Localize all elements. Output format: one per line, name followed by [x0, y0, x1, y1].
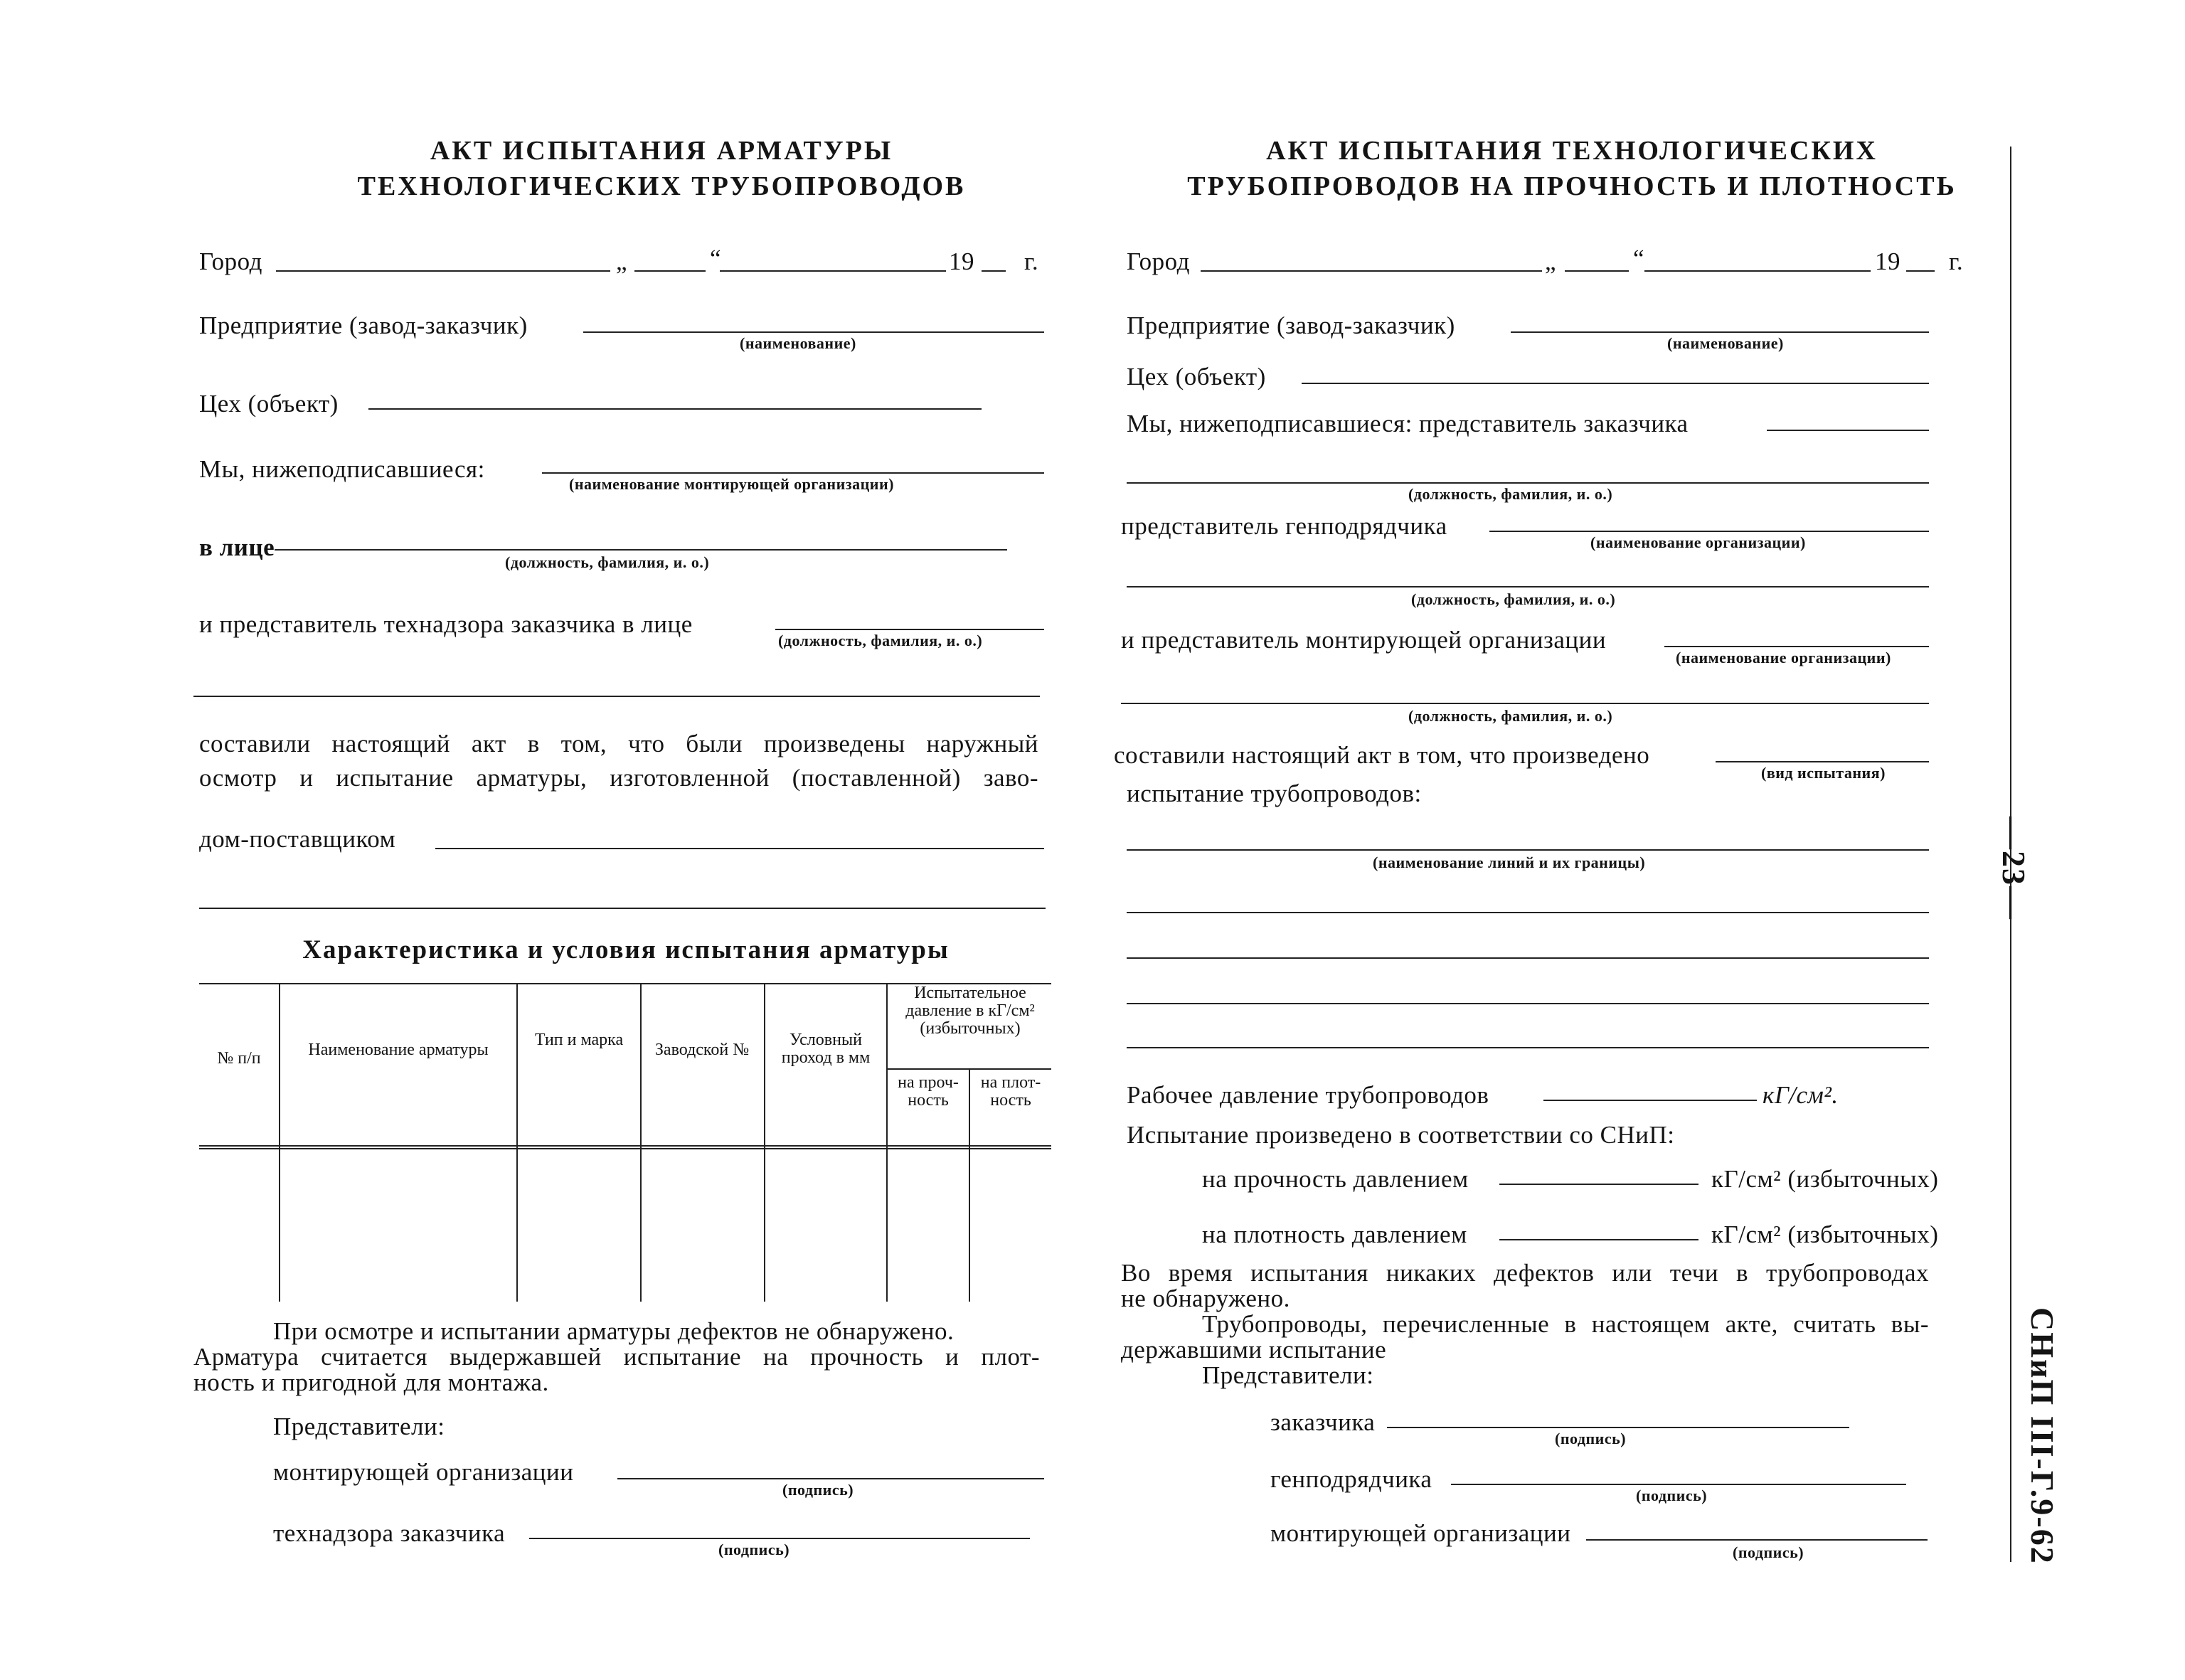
- right-lines-line-4[interactable]: [1127, 1003, 1929, 1004]
- table-col-sep-2: [516, 984, 518, 1302]
- right-title-line-1: АКТ ИСПЫТАНИЯ ТЕХНОЛОГИЧЕСКИХ: [1266, 136, 1878, 166]
- left-shop-line[interactable]: [368, 408, 982, 410]
- right-customer-line[interactable]: [1767, 430, 1929, 431]
- left-title-line-1: АКТ ИСПЫТАНИЯ АРМАТУРЫ: [430, 136, 893, 166]
- right-city-line[interactable]: [1201, 270, 1542, 272]
- right-density-line[interactable]: [1499, 1239, 1698, 1240]
- left-enterprise-label: Предприятие (завод-заказчик): [199, 312, 528, 339]
- right-pipes-label: испытание трубопроводов:: [1127, 780, 1422, 807]
- right-strength-label: на прочность давлением: [1202, 1165, 1469, 1193]
- left-conclusion-line-1: При осмотре и испытании арматуры дефектов не обнаружено.: [273, 1317, 955, 1345]
- right-enterprise-caption: (наименование): [1667, 334, 1784, 352]
- right-enterprise-label: Предприятие (завод-заказчик): [1127, 312, 1455, 339]
- side-standard-code: СНиП III-Г.9-62: [2024, 1307, 2061, 1565]
- left-enterprise-caption: (наименование): [740, 334, 856, 352]
- right-made-label: составили настоящий акт в том, что произведено: [1114, 741, 1650, 769]
- right-date-quote-open: „: [1545, 248, 1557, 275]
- right-gen-person-line[interactable]: [1127, 586, 1929, 588]
- right-per-snip: Испытание произведено в соответствии со СНиП:: [1127, 1121, 1675, 1149]
- right-gen-label: представитель генподрядчика: [1121, 512, 1447, 540]
- left-in-person-line[interactable]: [275, 549, 1007, 551]
- left-tech-rep-label: и представитель технадзора заказчика в лице: [199, 610, 693, 638]
- right-mount-person-caption: (должность, фамилия, и. о.): [1408, 707, 1613, 725]
- right-work-pressure-label: Рабочее давление трубопроводов: [1127, 1081, 1489, 1109]
- left-we-caption: (наименование монтирующей организации): [569, 475, 894, 493]
- table-header-density: на плот-ность: [980, 1073, 1041, 1110]
- left-we-label: Мы, нижеподписавшиеся:: [199, 455, 485, 483]
- table-col-sep-1: [279, 984, 280, 1302]
- table-header-name: Наименование арматуры: [308, 1041, 489, 1059]
- right-title-line-2: ТРУБОПРОВОДОВ НА ПРОЧНОСТЬ И ПЛОТНОСТЬ: [1187, 171, 1957, 201]
- right-work-pressure-unit: кГ/см².: [1763, 1081, 1839, 1109]
- left-table-title: Характеристика и условия испытания арматуры: [302, 935, 950, 964]
- left-in-person-caption: (должность, фамилия, и. о.): [505, 553, 710, 571]
- left-day-line[interactable]: [634, 270, 706, 272]
- left-city-label: Город: [199, 248, 262, 275]
- left-tech-rep-extra-line[interactable]: [193, 696, 1040, 697]
- table-header-pressure: Испытательное давление в кГ/см² (избыточных): [905, 984, 1035, 1038]
- right-made-line[interactable]: [1716, 761, 1929, 762]
- right-gen-line[interactable]: [1489, 531, 1929, 532]
- right-sign-gen-line[interactable]: [1451, 1484, 1906, 1485]
- right-work-pressure-line[interactable]: [1543, 1100, 1757, 1101]
- right-we-caption: (должность, фамилия, и. о.): [1408, 485, 1613, 503]
- left-supplier-extra-line[interactable]: [199, 908, 1046, 909]
- right-lines-line-5[interactable]: [1127, 1047, 1929, 1048]
- right-gen-caption: (наименование организации): [1590, 533, 1806, 551]
- left-paragraph-line-1: составили настоящий акт в том, что были произведены наружный: [199, 730, 1038, 757]
- right-sign-gen-caption: (подпись): [1636, 1487, 1708, 1504]
- right-city-label: Город: [1127, 248, 1190, 275]
- table-col-sep-3: [640, 984, 642, 1302]
- table-header-bottom-border: [199, 1145, 1051, 1147]
- table-header-diameter: Условный проход в мм: [781, 1031, 871, 1068]
- table-col-sep-5: [886, 984, 888, 1302]
- right-day-line[interactable]: [1565, 270, 1629, 272]
- right-no-defects-line-2: не обнаружено.: [1121, 1285, 1290, 1312]
- right-lines-caption: (наименование линий и их границы): [1373, 854, 1646, 871]
- right-year-suffix: г.: [1949, 248, 1964, 275]
- right-lines-line-1[interactable]: [1127, 849, 1929, 851]
- right-year-label: 19: [1875, 248, 1900, 275]
- left-we-line[interactable]: [542, 472, 1044, 474]
- right-accepted-line-1: Трубопроводы, перечисленные в настоящем акте, считать вы-: [1202, 1310, 1929, 1338]
- left-sign-tech-label: технадзора заказчика: [273, 1519, 506, 1547]
- left-reps-label: Представители:: [273, 1413, 445, 1440]
- right-customer-extra-line[interactable]: [1127, 482, 1929, 484]
- table-header-type: Тип и марка: [534, 1031, 624, 1049]
- left-year-suffix: г.: [1024, 248, 1039, 275]
- left-city-line[interactable]: [276, 270, 610, 272]
- right-sign-gen-label: генподрядчика: [1270, 1465, 1432, 1493]
- right-strength-unit: кГ/см² (избыточных): [1711, 1165, 1939, 1193]
- right-sign-customer-label: заказчика: [1270, 1408, 1376, 1436]
- right-shop-label: Цех (объект): [1127, 363, 1266, 390]
- right-strength-line[interactable]: [1499, 1184, 1698, 1185]
- left-sign-tech-caption: (подпись): [718, 1541, 790, 1558]
- left-month-line[interactable]: [720, 270, 946, 272]
- table-col-sep-4: [764, 984, 765, 1302]
- right-sign-mount-line[interactable]: [1586, 1539, 1928, 1541]
- left-year-label: 19: [949, 248, 974, 275]
- left-sign-mount-line[interactable]: [617, 1478, 1044, 1479]
- left-tech-rep-line[interactable]: [775, 629, 1044, 630]
- table-header-strength: на проч-ность: [898, 1073, 959, 1110]
- left-sign-mount-caption: (подпись): [782, 1481, 854, 1499]
- left-sign-mount-label: монтирующей организации: [273, 1458, 574, 1486]
- right-sign-mount-caption: (подпись): [1733, 1543, 1804, 1561]
- right-density-label: на плотность давлением: [1202, 1221, 1467, 1248]
- right-sign-mount-label: монтирующей организации: [1270, 1519, 1571, 1547]
- right-gen-person-caption: (должность, фамилия, и. о.): [1411, 590, 1616, 608]
- right-made-caption: (вид испытания): [1761, 764, 1886, 782]
- right-lines-line-3[interactable]: [1127, 957, 1929, 959]
- right-mount-caption: (наименование организации): [1676, 649, 1891, 666]
- table-header-bottom-border-2: [199, 1148, 1051, 1149]
- left-shop-label: Цех (объект): [199, 390, 339, 418]
- right-no-defects-line-1: Во время испытания никаких дефектов или течи в трубопроводах: [1121, 1259, 1929, 1287]
- table-header-num: № п/п: [217, 1049, 261, 1068]
- left-date-quote-open: „: [616, 248, 628, 275]
- left-conclusion-line-3: ность и пригодной для монтажа.: [193, 1368, 549, 1396]
- right-density-unit: кГ/см² (избыточных): [1711, 1221, 1939, 1248]
- right-sign-customer-caption: (подпись): [1555, 1430, 1627, 1447]
- right-shop-line[interactable]: [1302, 383, 1929, 384]
- right-date-quote-close: “: [1633, 245, 1645, 272]
- left-in-person-label: в лице: [199, 533, 275, 561]
- side-page-number: —23—: [1996, 817, 2032, 920]
- left-supplier-line[interactable]: [435, 848, 1044, 849]
- right-mount-label: и представитель монтирующей организации: [1121, 626, 1607, 654]
- right-lines-line-2[interactable]: [1127, 912, 1929, 913]
- left-tech-rep-caption: (должность, фамилия, и. о.): [778, 632, 983, 649]
- right-reps-label: Представители:: [1202, 1361, 1374, 1389]
- table-header-factory: Заводской №: [654, 1041, 750, 1059]
- left-year-line[interactable]: [982, 270, 1006, 272]
- left-title-line-2: ТЕХНОЛОГИЧЕСКИХ ТРУБОПРОВОДОВ: [357, 171, 966, 201]
- left-date-quote-close: “: [710, 245, 722, 272]
- left-conclusion-line-2: Арматура считается выдержавшей испытание на прочность и плот-: [193, 1343, 1040, 1371]
- right-mount-line[interactable]: [1664, 646, 1929, 647]
- left-paragraph-line-2: осмотр и испытание арматуры, изготовленной (поставленной) заво-: [199, 764, 1038, 792]
- left-sign-tech-line[interactable]: [529, 1538, 1030, 1539]
- right-mount-person-line[interactable]: [1121, 703, 1929, 704]
- left-paragraph-line-3: дом-поставщиком: [199, 825, 396, 853]
- right-enterprise-line[interactable]: [1511, 331, 1929, 333]
- right-accepted-line-2: державшими испытание: [1121, 1336, 1387, 1363]
- left-enterprise-line[interactable]: [583, 331, 1044, 333]
- right-sign-customer-line[interactable]: [1387, 1427, 1849, 1428]
- right-we-label: Мы, нижеподписавшиеся: представитель заказчика: [1127, 410, 1689, 437]
- table-col-sep-6: [969, 1070, 970, 1302]
- right-year-line[interactable]: [1906, 270, 1935, 272]
- right-month-line[interactable]: [1644, 270, 1871, 272]
